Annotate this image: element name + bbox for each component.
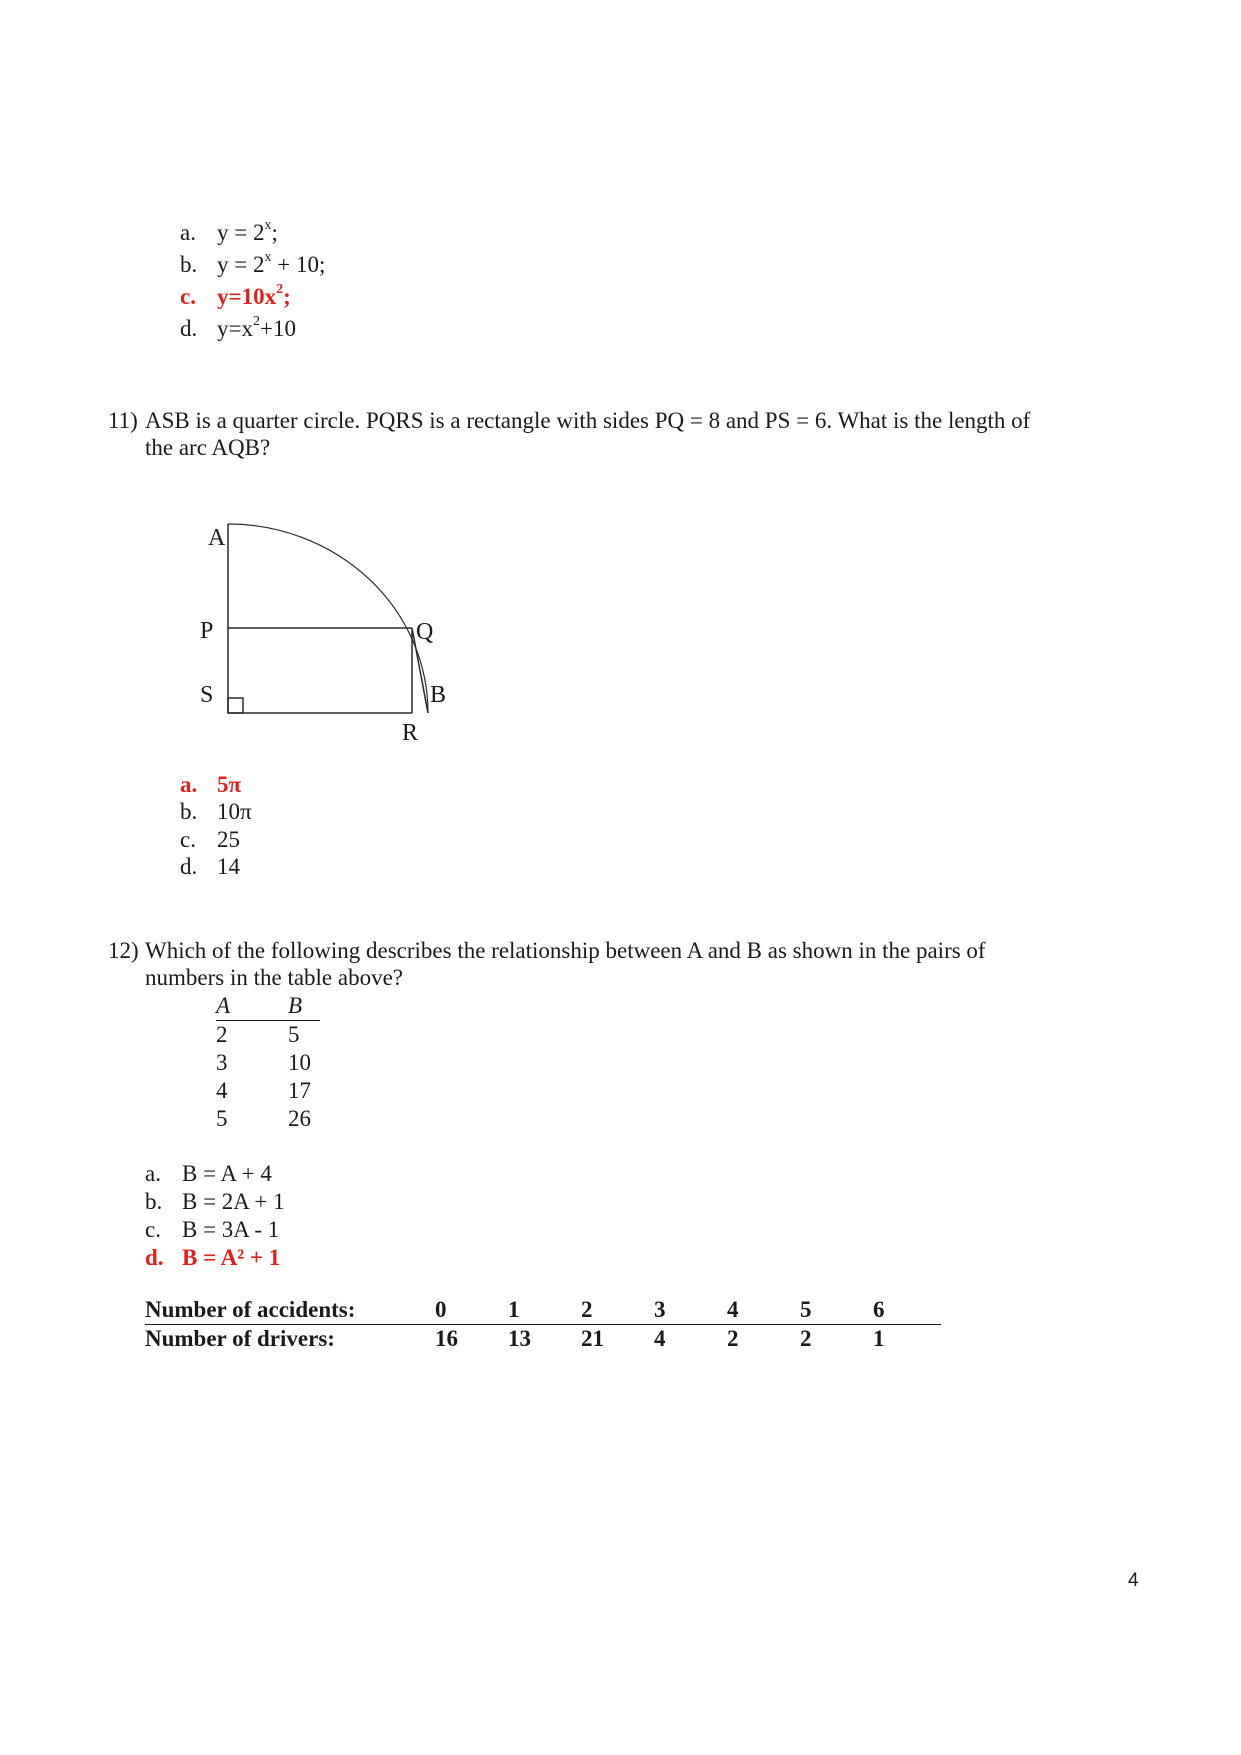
q11-text-line1: 11) ASB is a quarter circle. PQRS is a rectangle with sides PQ = 8 and PS = 6. What is the length of xyxy=(108,408,1031,433)
label-s: S xyxy=(200,682,214,708)
q12-option-d-correct: d. B = A² + 1 xyxy=(145,1245,281,1270)
q11-text-line2: the arc AQB? xyxy=(145,435,271,460)
q10-option-a: a. $y = 2^x$; xyxy=(180,218,278,245)
accidents-table xyxy=(145,1296,941,1353)
label-p: P xyxy=(200,618,214,644)
q11-option-a-correct: a. 5π xyxy=(180,772,242,797)
drivers-label: Number of drivers: xyxy=(145,1326,335,1351)
q12-option-c: c. B = 3A - 1 xyxy=(145,1217,280,1242)
table-row: 5 26 xyxy=(216,1106,311,1131)
label-b: B xyxy=(430,682,447,708)
ab-header-b: B xyxy=(288,992,320,1021)
q11-option-c: c. 25 xyxy=(180,827,240,852)
q12-option-b: b. B = 2A + 1 xyxy=(145,1189,285,1214)
quarter-circle-diagram xyxy=(190,510,470,760)
q10-option-b: b. $y = 2^x + 10$; xyxy=(180,250,326,277)
label-a: A xyxy=(208,525,226,551)
accidents-label: Number of accidents: xyxy=(145,1296,435,1325)
q12-option-a: a. B = A + 4 xyxy=(145,1161,272,1186)
label-r: R xyxy=(402,720,419,746)
q12-text-line1: 12) Which of the following describes the relationship between A and B as shown in the pairs of xyxy=(108,938,986,963)
ab-table xyxy=(216,992,320,1133)
arc-aqb xyxy=(228,524,428,713)
page-number: 4 xyxy=(1128,1570,1139,1591)
label-q: Q xyxy=(416,619,434,645)
table-row: 4 17 xyxy=(216,1078,311,1103)
accidents-row: Number of accidents: 0 1 2 3 4 5 6 xyxy=(145,1296,941,1325)
right-angle-marker xyxy=(228,698,243,713)
table-row: 2 5 xyxy=(216,1022,300,1047)
q10-option-d: d. $y=x^2+10$ xyxy=(180,314,296,341)
ab-table-header xyxy=(216,992,320,1021)
ab-header-a: A xyxy=(216,992,288,1021)
q12-text-line2: numbers in the table above? xyxy=(145,965,404,990)
q10-option-c-correct: c. $y=10x^2$; xyxy=(180,282,291,309)
drivers-row: Number of drivers: 16 13 21 4 2 2 1 xyxy=(145,1326,885,1351)
q11-option-d: d. 14 xyxy=(180,854,240,879)
q11-option-b: b. 10π xyxy=(180,799,252,824)
table-row: 3 10 xyxy=(216,1050,311,1075)
